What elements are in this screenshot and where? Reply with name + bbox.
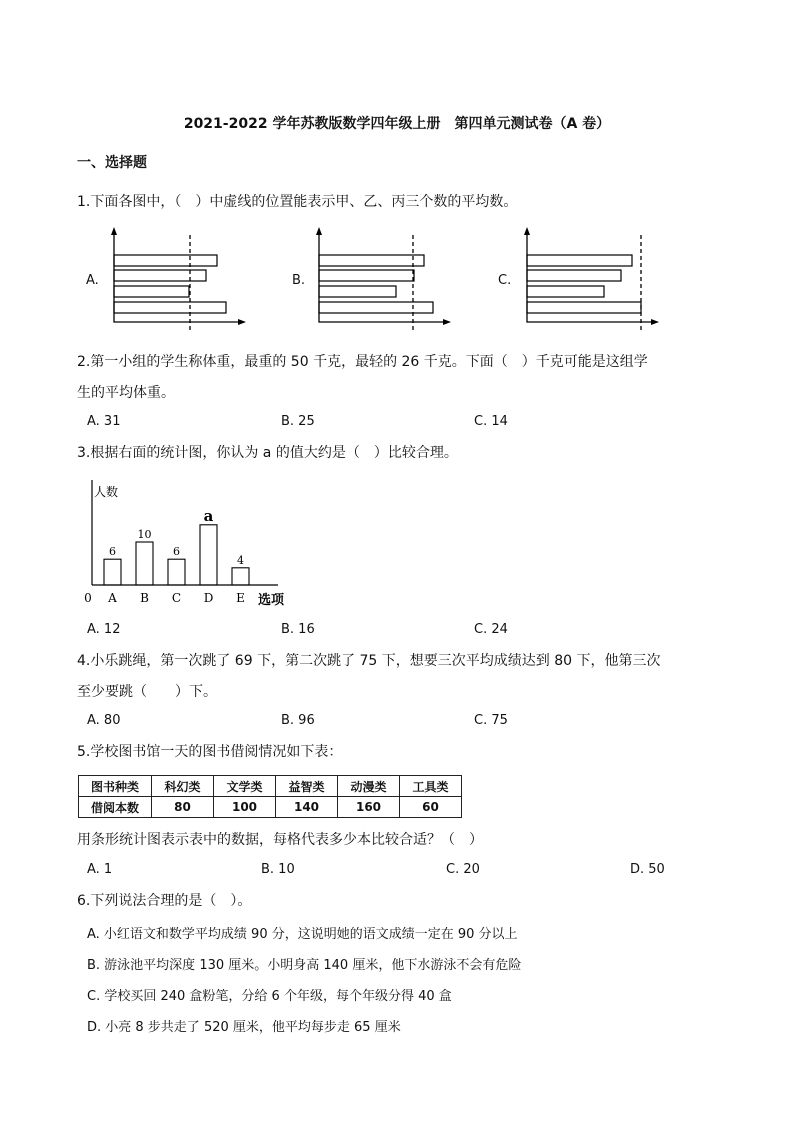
q5-option-a: A. 1: [87, 862, 113, 877]
table-header-row: [79, 776, 462, 797]
chart-bar-d: [200, 525, 217, 585]
chart-bar-c: [168, 559, 185, 585]
table-row: [79, 797, 462, 818]
table-cell: 160: [338, 797, 400, 818]
q4-option-a: A. 80: [87, 713, 121, 728]
q2-option-a: A. 31: [87, 414, 121, 429]
chart-tick-label-d: D: [203, 591, 214, 605]
q5-option-d: D. 50: [630, 862, 665, 877]
chart-data-label-a: 6: [109, 545, 116, 559]
table-cell: 文学类: [214, 776, 276, 797]
chart-bar-b: [136, 542, 153, 585]
question-4-line2: 至少要跳（ ）下。: [77, 684, 217, 700]
q5-option-c: C. 20: [446, 862, 480, 877]
question-5-prompt: 用条形统计图表示表中的数据，每格代表多少本比较合适？（ ）: [77, 832, 483, 848]
chart-data-label-b: 10: [137, 528, 152, 541]
question-2-line1: 2.第一小组的学生称体重，最重的 50 千克，最轻的 26 千克。下面（ ）千克可能是这组学: [77, 354, 648, 370]
table-cell: 动漫类: [338, 776, 400, 797]
q1-figure-b: [310, 225, 450, 335]
library-table: [78, 775, 462, 818]
page-title: 2021-2022 学年苏教版数学四年级上册 第四单元测试卷（A 卷）: [183, 116, 611, 132]
chart-y-label: 人数: [94, 485, 119, 499]
q1-label-a: A.: [86, 273, 99, 288]
table-cell: 借阅本数: [79, 797, 152, 818]
table-cell: 60: [400, 797, 462, 818]
table-cell: 科幻类: [152, 776, 214, 797]
table-cell: 100: [214, 797, 276, 818]
chart-x-label: 选项: [258, 593, 285, 608]
chart-origin-label: 0: [84, 591, 92, 605]
q6-option-c: C. 学校买回 240 盒粉笔，分给 6 个年级，每个年级分得 40 盒: [87, 989, 452, 1004]
table-cell: 80: [152, 797, 214, 818]
q6-option-d: D. 小亮 8 步共走了 520 厘米，他平均每步走 65 厘米: [87, 1020, 401, 1035]
chart-bar-a: [104, 559, 121, 585]
q3-bar-chart: [80, 476, 300, 612]
table-cell: 140: [276, 797, 338, 818]
table-cell: 益智类: [276, 776, 338, 797]
question-5-text: 5.学校图书馆一天的图书借阅情况如下表：: [77, 744, 343, 760]
q3-option-b: B. 16: [281, 622, 315, 637]
question-4-line1: 4.小乐跳绳，第一次跳了 69 下，第二次跳了 75 下，想要三次平均成绩达到 80 下，他第三次: [77, 653, 661, 669]
question-1-text: 1.下面各图中，（ ）中虚线的位置能表示甲、乙、丙三个数的平均数。: [77, 194, 518, 210]
q1-label-c: C.: [498, 273, 512, 288]
q1-figure-c: [518, 225, 658, 335]
q6-option-a: A. 小红语文和数学平均成绩 90 分，这说明她的语文成绩一定在 90 分以上: [87, 927, 518, 942]
chart-tick-label-e: E: [236, 591, 245, 605]
chart-tick-label-b: B: [140, 591, 149, 605]
q1-label-b: B.: [292, 273, 306, 288]
question-2-line2: 生的平均体重。: [77, 385, 175, 401]
q1-figure-a: [105, 225, 245, 335]
question-3-text: 3.根据右面的统计图，你认为 a 的值大约是（ ）比较合理。: [77, 445, 458, 461]
section-heading: 一、选择题: [77, 155, 147, 171]
chart-tick-label-c: C: [171, 591, 182, 605]
q3-option-c: C. 24: [474, 622, 508, 637]
question-6-text: 6.下列说法合理的是（ ）。: [77, 893, 252, 909]
q4-option-c: C. 75: [474, 713, 508, 728]
chart-data-label-c: 6: [173, 545, 180, 559]
q5-option-b: B. 10: [261, 862, 295, 877]
chart-data-label-d: a: [203, 506, 214, 525]
q3-option-a: A. 12: [87, 622, 121, 637]
q2-option-b: B. 25: [281, 414, 315, 429]
q4-option-b: B. 96: [281, 713, 315, 728]
chart-tick-label-a: A: [108, 591, 117, 605]
q6-option-b: B. 游泳池平均深度 130 厘米。小明身高 140 厘米，他下水游泳不会有危险: [87, 958, 522, 973]
table-cell: 图书种类: [79, 776, 152, 797]
table-cell: 工具类: [400, 776, 462, 797]
chart-bar-e: [232, 568, 249, 585]
q2-option-c: C. 14: [474, 414, 508, 429]
chart-data-label-e: 4: [237, 553, 244, 567]
